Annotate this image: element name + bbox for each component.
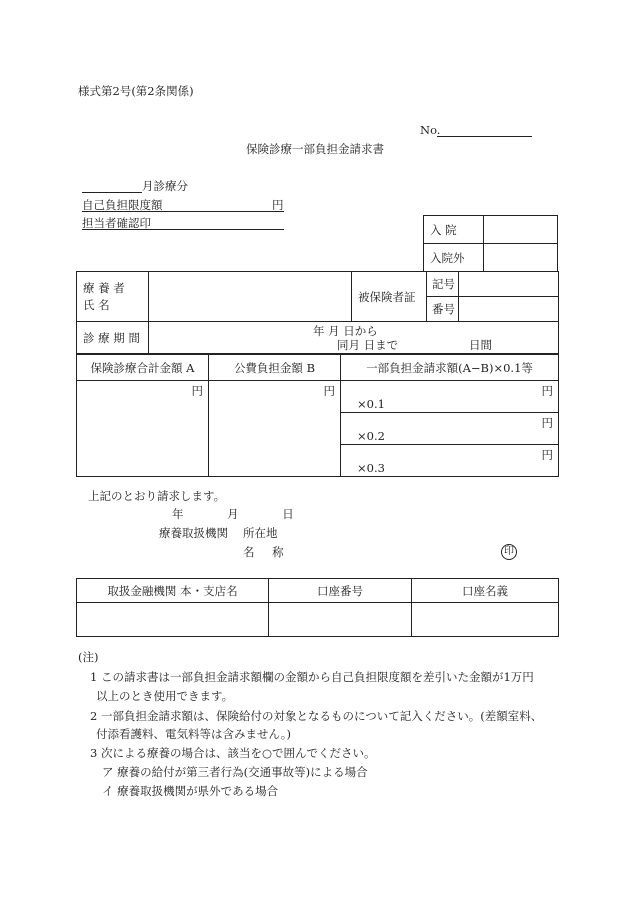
symbol-label: 記号 — [427, 272, 459, 297]
patient-name-label-1: 療 養 者 — [83, 280, 125, 295]
number-cell[interactable] — [459, 297, 559, 322]
rate-row-2[interactable] — [341, 413, 559, 445]
note-1: 1 この請求書は一部負担金請求額欄の金額から自己負担限度額を差引いた金額が1万円 — [90, 670, 534, 684]
patient-name-label — [77, 272, 149, 322]
form-number: 様式第2号(第2条関係) — [78, 84, 194, 98]
col-b-cell[interactable] — [209, 381, 341, 477]
inpatient-cell[interactable] — [484, 216, 558, 244]
seal-icon: 印 — [501, 544, 517, 560]
rate-3-label: ×0.3 — [357, 461, 385, 475]
bank-header-holder: 口座名義 — [412, 579, 559, 603]
col-b-yen: 円 — [323, 384, 335, 398]
period-to: 同月 日まで — [337, 338, 399, 352]
patient-name-label-2: 氏 名 — [83, 297, 110, 312]
month-field[interactable] — [82, 192, 142, 193]
inpatient-label: 入 院 — [424, 216, 484, 244]
confirm-label: 担当者確認印 — [82, 216, 151, 230]
page-title: 保険診療一部負担金請求書 — [246, 142, 384, 156]
no-label: No. — [420, 123, 441, 137]
bank-header-account: 口座番号 — [269, 579, 412, 603]
claim-date: 年 月 日 — [172, 507, 304, 521]
rate-1-label: ×0.1 — [357, 397, 385, 411]
note-1-cont: 以上のとき使用できます。 — [96, 689, 234, 703]
note-2: 2 一部負担金請求額は、保険給付の対象となるものについて記入ください。(差額室料、 — [90, 709, 543, 723]
number-label: 番号 — [427, 297, 459, 322]
bank-header-branch: 取扱金融機関 本・支店名 — [77, 579, 269, 603]
rate-row-3[interactable] — [341, 445, 559, 477]
claim-statement: 上記のとおり請求します。 — [88, 489, 226, 503]
rate-2-label: ×0.2 — [357, 429, 385, 443]
rate-row-1[interactable] — [341, 381, 559, 413]
rate-2-yen: 円 — [541, 416, 553, 430]
outpatient-cell[interactable] — [484, 244, 558, 272]
bank-holder-cell[interactable] — [412, 603, 559, 637]
month-label: 月診療分 — [142, 179, 188, 193]
amount-table — [76, 354, 559, 477]
bank-account-cell[interactable] — [269, 603, 412, 637]
note-3b: イ 療養取扱機関が県外である場合 — [102, 784, 279, 798]
notes-heading: (注) — [78, 650, 99, 664]
col-a-yen: 円 — [191, 384, 203, 398]
patient-name-cell[interactable] — [149, 272, 352, 322]
col-b-header: 公費負担金額 B — [209, 355, 341, 381]
bank-branch-cell[interactable] — [77, 603, 269, 637]
outpatient-label: 入院外 — [424, 244, 484, 272]
name-label: 名 称 — [243, 545, 284, 559]
patient-table — [76, 271, 559, 354]
days-unit: 日間 — [469, 338, 492, 352]
note-2-cont: 付添看護料、電気料等は含みません。) — [96, 727, 291, 741]
col-a-header: 保険診療合計金額 A — [77, 355, 209, 381]
institution-label: 療養取扱機関 — [159, 526, 228, 540]
note-3a: ア 療養の給付が第三者行為(交通事故等)による場合 — [102, 765, 368, 779]
symbol-cell[interactable] — [459, 272, 559, 297]
period-from: 年 月 日から — [313, 324, 378, 338]
insurance-card-label: 被保険者証 — [352, 272, 427, 322]
col-a-cell[interactable] — [77, 381, 209, 477]
no-field[interactable] — [437, 136, 532, 137]
rate-1-yen: 円 — [541, 384, 553, 398]
inpatient-box — [423, 215, 558, 272]
address-label: 所在地 — [243, 526, 278, 540]
seal-mark — [501, 543, 517, 560]
col-c-header: 一部負担金請求額(A−B)×0.1等 — [341, 355, 559, 381]
period-cell[interactable] — [149, 322, 559, 354]
limit-label: 自己負担限度額 — [82, 198, 163, 212]
note-3: 3 次による療養の場合は、該当を○で囲んでください。 — [90, 746, 376, 760]
bank-table — [76, 578, 559, 637]
rate-3-yen: 円 — [541, 448, 553, 462]
period-label: 診 療 期 間 — [77, 322, 149, 354]
limit-unit: 円 — [272, 198, 284, 212]
